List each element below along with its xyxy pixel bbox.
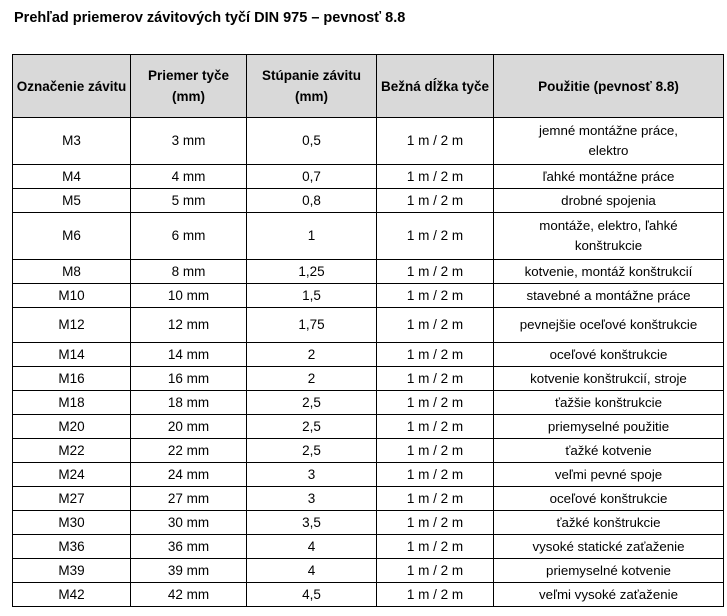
table-row (13, 535, 724, 559)
usage-cell: ťažšie konštrukcie (494, 391, 724, 415)
length-cell: 1 m / 2 m (377, 118, 494, 165)
pitch-cell: 1,75 (247, 308, 377, 343)
document-title: Prehľad priemerov závitových tyčí DIN 975 – pevnosť 8.8 (14, 10, 406, 26)
thread-cell: M5 (13, 189, 131, 213)
usage-cell: vysoké statické zaťaženie (494, 535, 724, 559)
table-row (13, 189, 724, 213)
header-rod-length: Bežná dĺžka tyče (377, 55, 494, 118)
diameter-cell: 20 mm (131, 415, 247, 439)
thread-cell: M27 (13, 487, 131, 511)
table-row (13, 463, 724, 487)
diameter-cell: 10 mm (131, 284, 247, 308)
pitch-cell: 1 (247, 213, 377, 260)
table-row (13, 308, 724, 343)
pitch-cell: 1,5 (247, 284, 377, 308)
pitch-cell: 2 (247, 367, 377, 391)
thread-cell: M22 (13, 439, 131, 463)
length-cell: 1 m / 2 m (377, 535, 494, 559)
table-row (13, 487, 724, 511)
table-row (13, 165, 724, 189)
pitch-cell: 4,5 (247, 583, 377, 607)
usage-cell: oceľové konštrukcie (494, 487, 724, 511)
table-row (13, 583, 724, 607)
length-cell: 1 m / 2 m (377, 284, 494, 308)
diameter-cell: 18 mm (131, 391, 247, 415)
length-cell: 1 m / 2 m (377, 213, 494, 260)
table-row (13, 511, 724, 535)
table-row (13, 415, 724, 439)
thread-cell: M4 (13, 165, 131, 189)
table-row (13, 391, 724, 415)
usage-cell: drobné spojenia (494, 189, 724, 213)
thread-cell: M12 (13, 308, 131, 343)
pitch-cell: 4 (247, 535, 377, 559)
pitch-cell: 1,25 (247, 260, 377, 284)
pitch-cell: 4 (247, 559, 377, 583)
thread-cell: M8 (13, 260, 131, 284)
diameter-cell: 14 mm (131, 343, 247, 367)
diameter-cell: 36 mm (131, 535, 247, 559)
thread-cell: M3 (13, 118, 131, 165)
length-cell: 1 m / 2 m (377, 415, 494, 439)
usage-cell: ľahké montážne práce (494, 165, 724, 189)
usage-cell: priemyselné kotvenie (494, 559, 724, 583)
thread-cell: M6 (13, 213, 131, 260)
diameter-cell: 16 mm (131, 367, 247, 391)
pitch-cell: 3 (247, 487, 377, 511)
table-row (13, 343, 724, 367)
length-cell: 1 m / 2 m (377, 189, 494, 213)
usage-cell: jemné montážne práce, elektro (494, 118, 724, 165)
length-cell: 1 m / 2 m (377, 165, 494, 189)
thread-cell: M36 (13, 535, 131, 559)
length-cell: 1 m / 2 m (377, 367, 494, 391)
thread-cell: M16 (13, 367, 131, 391)
pitch-cell: 2 (247, 343, 377, 367)
diameter-cell: 3 mm (131, 118, 247, 165)
table-header-row (13, 55, 724, 118)
usage-cell: pevnejšie oceľové konštrukcie (494, 308, 724, 343)
pitch-cell: 2,5 (247, 391, 377, 415)
diameter-cell: 12 mm (131, 308, 247, 343)
pitch-cell: 0,5 (247, 118, 377, 165)
pitch-cell: 3 (247, 463, 377, 487)
length-cell: 1 m / 2 m (377, 463, 494, 487)
diameter-cell: 8 mm (131, 260, 247, 284)
thread-cell: M30 (13, 511, 131, 535)
usage-cell: ťažké kotvenie (494, 439, 724, 463)
header-usage: Použitie (pevnosť 8.8) (494, 55, 724, 118)
diameter-cell: 30 mm (131, 511, 247, 535)
pitch-cell: 0,8 (247, 189, 377, 213)
usage-cell: veľmi vysoké zaťaženie (494, 583, 724, 607)
table-row (13, 213, 724, 260)
length-cell: 1 m / 2 m (377, 559, 494, 583)
length-cell: 1 m / 2 m (377, 343, 494, 367)
thread-cell: M42 (13, 583, 131, 607)
diameter-cell: 5 mm (131, 189, 247, 213)
header-rod-diameter: Priemer tyče (mm) (131, 55, 247, 118)
table-body (13, 118, 724, 607)
diameter-cell: 39 mm (131, 559, 247, 583)
length-cell: 1 m / 2 m (377, 487, 494, 511)
length-cell: 1 m / 2 m (377, 511, 494, 535)
diameter-cell: 42 mm (131, 583, 247, 607)
table-row (13, 367, 724, 391)
thread-cell: M18 (13, 391, 131, 415)
pitch-cell: 0,7 (247, 165, 377, 189)
length-cell: 1 m / 2 m (377, 260, 494, 284)
thread-cell: M39 (13, 559, 131, 583)
thread-cell: M24 (13, 463, 131, 487)
thread-cell: M14 (13, 343, 131, 367)
diameter-cell: 27 mm (131, 487, 247, 511)
usage-cell: oceľové konštrukcie (494, 343, 724, 367)
table-row (13, 284, 724, 308)
pitch-cell: 2,5 (247, 439, 377, 463)
usage-cell: ťažké konštrukcie (494, 511, 724, 535)
length-cell: 1 m / 2 m (377, 439, 494, 463)
thread-cell: M10 (13, 284, 131, 308)
usage-cell: veľmi pevné spoje (494, 463, 724, 487)
length-cell: 1 m / 2 m (377, 391, 494, 415)
length-cell: 1 m / 2 m (377, 583, 494, 607)
table-row (13, 260, 724, 284)
diameter-cell: 24 mm (131, 463, 247, 487)
length-cell: 1 m / 2 m (377, 308, 494, 343)
table-row (13, 118, 724, 165)
diameter-cell: 22 mm (131, 439, 247, 463)
header-thread-designation: Označenie závitu (13, 55, 131, 118)
thread-rod-table (12, 54, 724, 607)
usage-cell: priemyselné použitie (494, 415, 724, 439)
usage-cell: stavebné a montážne práce (494, 284, 724, 308)
pitch-cell: 2,5 (247, 415, 377, 439)
pitch-cell: 3,5 (247, 511, 377, 535)
diameter-cell: 6 mm (131, 213, 247, 260)
diameter-cell: 4 mm (131, 165, 247, 189)
usage-cell: montáže, elektro, ľahké konštrukcie (494, 213, 724, 260)
header-thread-pitch: Stúpanie závitu (mm) (247, 55, 377, 118)
table-row (13, 439, 724, 463)
thread-cell: M20 (13, 415, 131, 439)
usage-cell: kotvenie, montáž konštrukcií (494, 260, 724, 284)
usage-cell: kotvenie konštrukcií, stroje (494, 367, 724, 391)
table-row (13, 559, 724, 583)
